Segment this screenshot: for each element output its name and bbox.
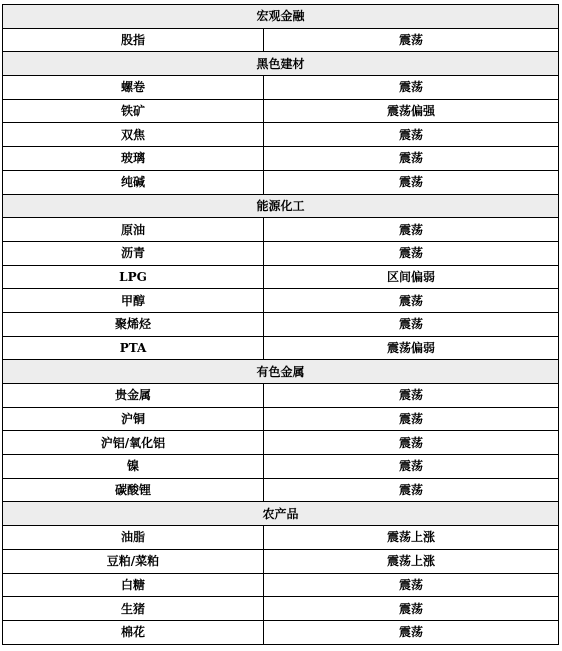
table-row xyxy=(3,99,559,123)
outlook-table-container xyxy=(2,4,558,645)
commodity-name: 白糖 xyxy=(3,573,264,597)
outlook-value: 震荡 xyxy=(264,241,559,265)
table-row xyxy=(3,573,559,597)
outlook-value: 震荡 xyxy=(264,289,559,313)
table-row xyxy=(3,336,559,360)
section-header-row xyxy=(3,502,559,526)
commodity-name: 沥青 xyxy=(3,241,264,265)
section-title: 有色金属 xyxy=(3,360,559,384)
outlook-value: 区间偏弱 xyxy=(264,265,559,289)
commodity-name: 贵金属 xyxy=(3,384,264,408)
outlook-value: 震荡 xyxy=(264,478,559,502)
table-row xyxy=(3,218,559,242)
commodity-name: 棉花 xyxy=(3,620,264,644)
table-row xyxy=(3,384,559,408)
section-title: 农产品 xyxy=(3,502,559,526)
outlook-value: 震荡 xyxy=(264,218,559,242)
commodity-name: 原油 xyxy=(3,218,264,242)
commodity-name: 油脂 xyxy=(3,526,264,550)
outlook-value: 震荡 xyxy=(264,123,559,147)
outlook-value: 震荡 xyxy=(264,431,559,455)
outlook-value: 震荡 xyxy=(264,170,559,194)
outlook-value: 震荡 xyxy=(264,620,559,644)
commodity-name: 玻璃 xyxy=(3,147,264,171)
table-row xyxy=(3,170,559,194)
outlook-value: 震荡 xyxy=(264,312,559,336)
outlook-value: 震荡偏弱 xyxy=(264,336,559,360)
outlook-value: 震荡 xyxy=(264,455,559,479)
outlook-value: 震荡 xyxy=(264,28,559,52)
outlook-value: 震荡 xyxy=(264,573,559,597)
commodity-name: 纯碱 xyxy=(3,170,264,194)
commodity-name: 碳酸锂 xyxy=(3,478,264,502)
section-header-row xyxy=(3,360,559,384)
section-header-row xyxy=(3,194,559,218)
commodity-name: PTA xyxy=(3,336,264,360)
commodity-name: 镍 xyxy=(3,455,264,479)
outlook-value: 震荡上涨 xyxy=(264,549,559,573)
section-title: 能源化工 xyxy=(3,194,559,218)
outlook-table-body xyxy=(3,5,559,645)
commodity-name: 股指 xyxy=(3,28,264,52)
table-row xyxy=(3,265,559,289)
table-row xyxy=(3,597,559,621)
table-row xyxy=(3,76,559,100)
outlook-value: 震荡上涨 xyxy=(264,526,559,550)
commodity-name: 螺卷 xyxy=(3,76,264,100)
table-row xyxy=(3,123,559,147)
table-row xyxy=(3,549,559,573)
table-row xyxy=(3,620,559,644)
outlook-value: 震荡 xyxy=(264,76,559,100)
table-row xyxy=(3,431,559,455)
commodity-name: 双焦 xyxy=(3,123,264,147)
commodity-name: 生猪 xyxy=(3,597,264,621)
table-row xyxy=(3,526,559,550)
table-row xyxy=(3,407,559,431)
commodity-name: 沪铝/氧化铝 xyxy=(3,431,264,455)
section-title: 宏观金融 xyxy=(3,5,559,29)
table-row xyxy=(3,478,559,502)
table-row xyxy=(3,455,559,479)
commodity-name: 铁矿 xyxy=(3,99,264,123)
commodity-name: 聚烯烃 xyxy=(3,312,264,336)
outlook-value: 震荡 xyxy=(264,407,559,431)
commodity-name: 豆粕/菜粕 xyxy=(3,549,264,573)
outlook-table xyxy=(2,4,559,645)
section-title: 黑色建材 xyxy=(3,52,559,76)
table-row xyxy=(3,312,559,336)
table-row xyxy=(3,147,559,171)
commodity-name: 沪铜 xyxy=(3,407,264,431)
section-header-row xyxy=(3,5,559,29)
table-row xyxy=(3,241,559,265)
table-row xyxy=(3,289,559,313)
commodity-name: LPG xyxy=(3,265,264,289)
commodity-name: 甲醇 xyxy=(3,289,264,313)
section-header-row xyxy=(3,52,559,76)
outlook-value: 震荡偏强 xyxy=(264,99,559,123)
table-row xyxy=(3,28,559,52)
outlook-value: 震荡 xyxy=(264,597,559,621)
outlook-value: 震荡 xyxy=(264,147,559,171)
outlook-value: 震荡 xyxy=(264,384,559,408)
